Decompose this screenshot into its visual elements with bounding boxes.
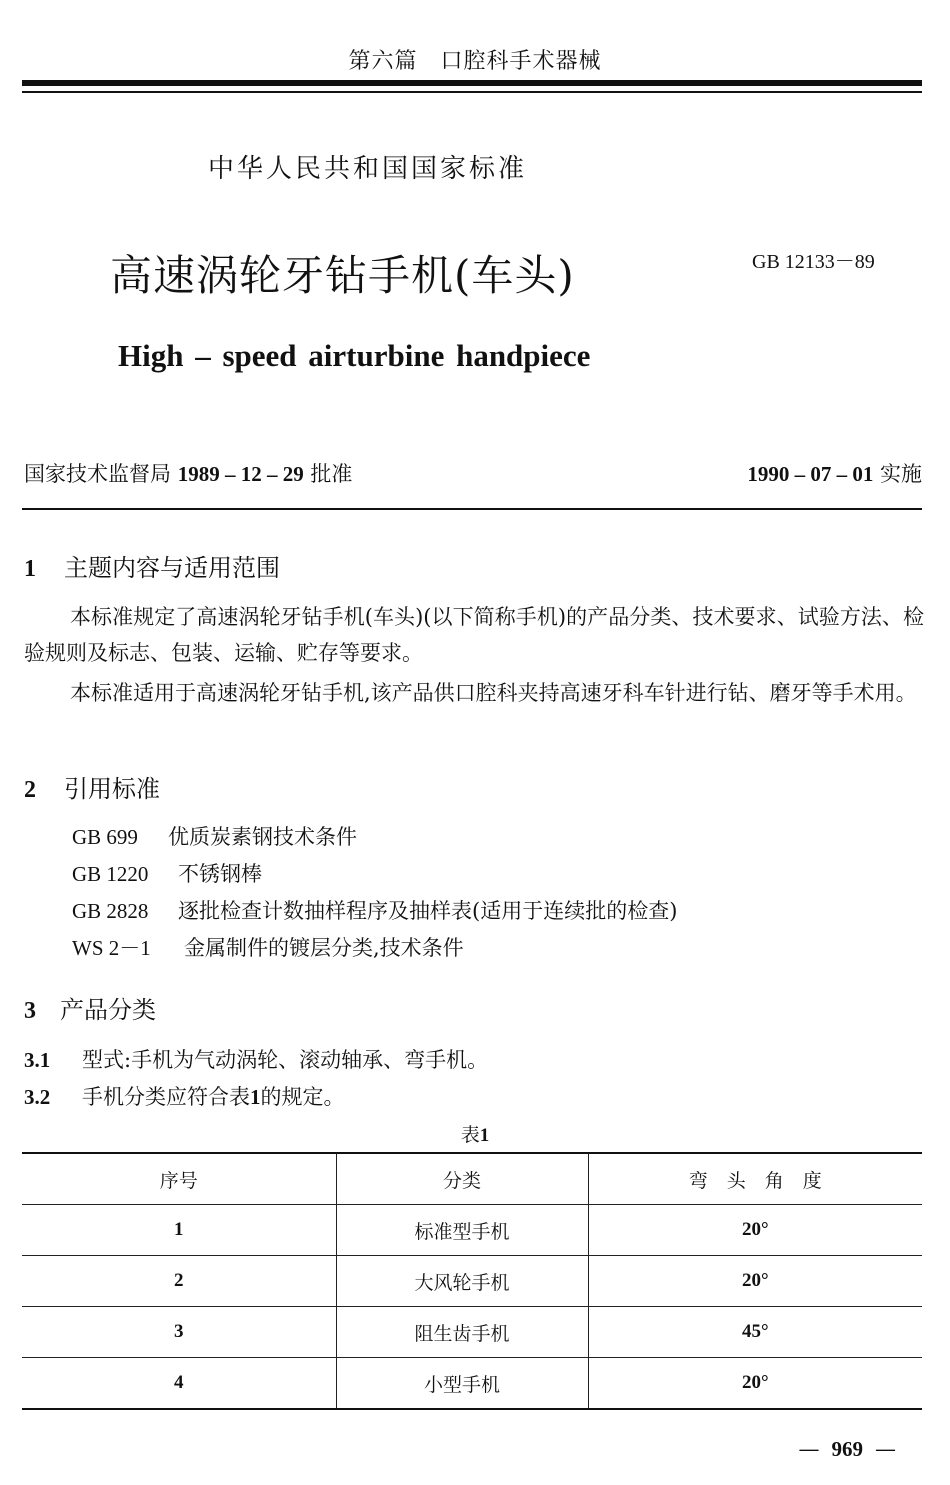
effective-date: 1990 – 07 – 01 xyxy=(747,462,874,486)
section-number: 3 xyxy=(24,998,36,1024)
section-1-paragraph-1: 本标准规定了高速涡轮牙钻手机(车头)(以下简称手机)的产品分类、技术要求、试验方法、检验规则及标志、包装、运输、贮存等要求。 xyxy=(24,605,924,665)
clause-number: 3.2 xyxy=(24,1085,51,1109)
approval-label: 批准 xyxy=(310,462,353,486)
reference-item xyxy=(72,932,677,969)
approval-date: 1989 – 12 – 29 xyxy=(177,462,304,486)
table-row xyxy=(22,1205,922,1256)
section-number: 1 xyxy=(24,556,36,582)
row-number: 4 xyxy=(22,1358,336,1410)
section-2-heading xyxy=(24,769,160,804)
approval-authority: 国家技术监督局 xyxy=(24,462,171,486)
approval-line xyxy=(24,458,352,488)
row-type: 小型手机 xyxy=(336,1358,588,1410)
effective-label: 实施 xyxy=(880,462,922,486)
reference-code: GB 1220 xyxy=(72,862,149,886)
reference-name: 金属制件的镀层分类,技术条件 xyxy=(184,936,464,960)
reference-item xyxy=(72,895,677,932)
header-rule-thin xyxy=(22,91,922,93)
row-angle: 45° xyxy=(588,1307,922,1358)
clause-text: 型式:手机为气动涡轮、滚动轴承、弯手机。 xyxy=(82,1048,489,1072)
title-separator-rule xyxy=(22,508,922,510)
row-type: 阻生齿手机 xyxy=(336,1307,588,1358)
section-title: 主题内容与适用范围 xyxy=(64,554,280,582)
classification-table xyxy=(22,1152,922,1410)
column-header-angle: 弯 头 角 度 xyxy=(588,1153,922,1205)
reference-code: WS 2－1 xyxy=(72,936,151,960)
section-1-paragraph-2: 本标准适用于高速涡轮牙钻手机,该产品供口腔科夹持高速牙科车针进行钻、磨牙等手术用。 xyxy=(70,681,917,705)
table-row xyxy=(22,1307,922,1358)
clause-3-2 xyxy=(24,1081,345,1111)
clause-3-1 xyxy=(24,1044,488,1074)
section-title: 产品分类 xyxy=(60,996,156,1024)
section-number: 2 xyxy=(24,777,36,803)
clause-number: 3.1 xyxy=(24,1048,51,1072)
reference-list xyxy=(72,821,677,969)
row-number: 1 xyxy=(22,1205,336,1256)
reference-item xyxy=(72,821,677,858)
document-title-en: High – speed airturbine handpiece xyxy=(118,338,591,373)
reference-code: GB 2828 xyxy=(72,899,149,923)
document-title-cn: 高速涡轮牙钻手机(车头) xyxy=(110,251,575,300)
table-header-row xyxy=(22,1153,922,1205)
row-number: 3 xyxy=(22,1307,336,1358)
table-row xyxy=(22,1358,922,1410)
column-header-type: 分类 xyxy=(336,1153,588,1205)
clause-text: 手机分类应符合表 xyxy=(82,1085,250,1109)
reference-name: 逐批检查计数抽样程序及抽样表(适用于连续批的检查) xyxy=(178,899,678,923)
header-rule-thick xyxy=(22,80,922,86)
section-1-heading xyxy=(24,548,280,583)
row-type: 标准型手机 xyxy=(336,1205,588,1256)
table-reference: 1 xyxy=(250,1085,261,1109)
row-angle: 20° xyxy=(588,1358,922,1410)
table-caption: 表1 xyxy=(460,1124,490,1146)
clause-text-end: 的规定。 xyxy=(260,1085,345,1109)
section-title: 引用标准 xyxy=(64,775,160,803)
column-header-number: 序号 xyxy=(22,1153,336,1205)
effective-line xyxy=(747,458,922,488)
reference-name: 优质炭素钢技术条件 xyxy=(168,825,357,849)
row-number: 2 xyxy=(22,1256,336,1307)
table-row xyxy=(22,1256,922,1307)
reference-item xyxy=(72,858,677,895)
reference-name: 不锈钢棒 xyxy=(178,862,262,886)
national-standard-label: 中华人民共和国国家标准 xyxy=(208,154,528,184)
reference-code: GB 699 xyxy=(72,825,138,849)
row-type: 大风轮手机 xyxy=(336,1256,588,1307)
section-3-heading xyxy=(24,990,156,1025)
row-angle: 20° xyxy=(588,1205,922,1256)
running-head: 第六篇 口腔科手术器械 xyxy=(348,49,602,74)
row-angle: 20° xyxy=(588,1256,922,1307)
page-number: — 969 — xyxy=(798,1437,896,1461)
standard-code: GB 12133－89 xyxy=(752,251,875,273)
